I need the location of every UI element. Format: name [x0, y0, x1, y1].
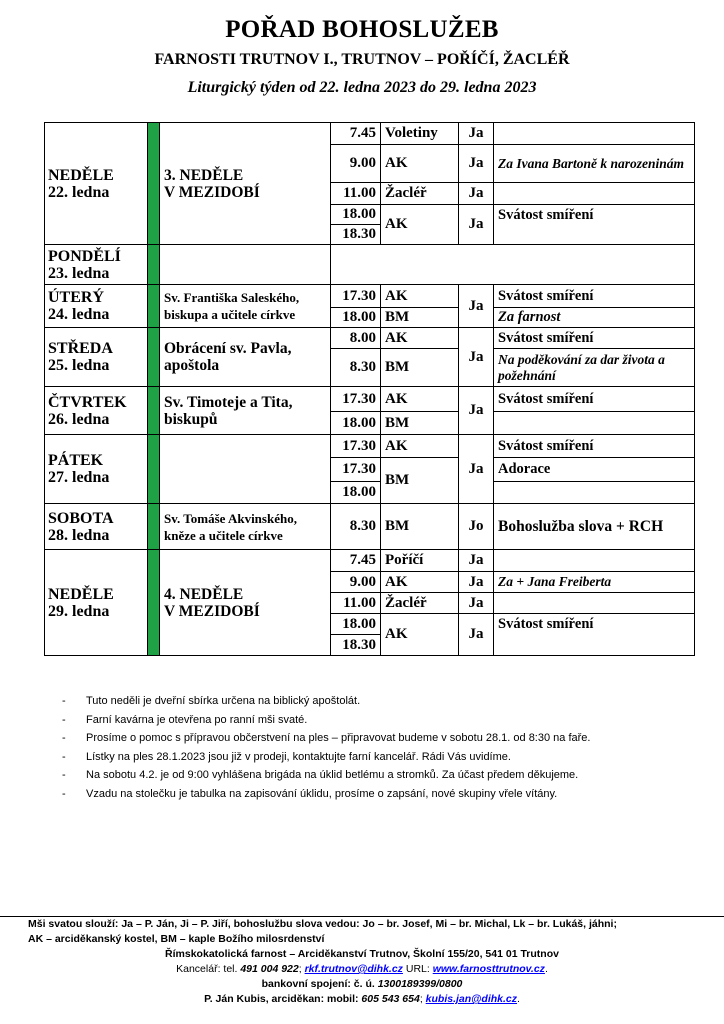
day-cell: PÁTEK 27. ledna — [45, 435, 148, 504]
priest-label: P. Ján Kubis, arciděkan: mobil: — [204, 993, 359, 1005]
time-cell: 11.00 — [331, 183, 381, 205]
time-cell: 17.30 — [331, 285, 381, 308]
liturgical-color-bar — [148, 504, 160, 550]
separator: . — [544, 963, 548, 975]
place-cell: AK — [381, 435, 459, 458]
note-cell — [494, 593, 695, 614]
day-cell: PONDĚLÍ 23. ledna — [45, 245, 148, 285]
note-cell: Bohoslužba slova + RCH — [494, 504, 695, 550]
separator: ; — [419, 993, 423, 1005]
footer — [0, 916, 724, 1007]
liturgical-color-bar — [148, 328, 160, 387]
place-cell: AK — [381, 205, 459, 245]
time-cell: 9.00 — [331, 145, 381, 183]
note-cell: Svátost smíření — [494, 285, 695, 308]
priest-cell: Ja — [459, 328, 494, 387]
footer-legend-line1: Mši svatou slouží: Ja – P. Ján, Ji – P. Jiří, bohoslužbu slova vedou: Jo – br. Josef, Mi – br. Michal, Lk – br. Lukáš, jáhni; — [28, 918, 617, 930]
note-cell — [494, 482, 695, 504]
place-cell: BM — [381, 308, 459, 328]
office-email-link[interactable]: rkf.trutnov@dihk.cz — [304, 963, 403, 975]
note-cell: Svátost smíření — [494, 435, 695, 458]
priest-cell: Ja — [459, 123, 494, 145]
footer-legend-line2: AK – arciděkanský kostel, BM – kaple Božího milosrdenství — [28, 933, 325, 945]
feast-cell — [160, 435, 331, 504]
priest-cell: Ja — [459, 285, 494, 328]
place-cell: BM — [381, 412, 459, 435]
priest-cell: Ja — [459, 435, 494, 504]
note-cell — [494, 412, 695, 435]
website-link[interactable]: www.farnosttrutnov.cz — [432, 963, 545, 975]
note-cell — [494, 550, 695, 572]
time-cell: 18.00 — [331, 614, 381, 635]
schedule-table — [44, 122, 695, 656]
feast-cell — [160, 245, 331, 285]
intention-cell: Na poděkování za dar života a požehnání — [494, 349, 695, 387]
time-cell: 9.00 — [331, 572, 381, 593]
day-cell: ÚTERÝ 24. ledna — [45, 285, 148, 328]
time-cell: 7.45 — [331, 550, 381, 572]
priest-cell: Ja — [459, 183, 494, 205]
priest-cell: Ja — [459, 593, 494, 614]
note-cell: Svátost smíření — [494, 387, 695, 412]
priest-cell: Jo — [459, 504, 494, 550]
liturgical-color-bar — [148, 123, 160, 245]
place-cell: Žacléř — [381, 183, 459, 205]
time-cell: 18.00 — [331, 482, 381, 504]
liturgical-color-bar — [148, 387, 160, 435]
feast-cell: Obrácení sv. Pavla, apoštola — [160, 328, 331, 387]
priest-cell: Ja — [459, 145, 494, 183]
intention-cell: Za Ivana Bartoně k narozeninám — [494, 145, 695, 183]
page-title: POŘAD BOHOSLUŽEB — [225, 16, 499, 43]
liturgical-color-bar — [148, 245, 160, 285]
priest-cell: Ja — [459, 550, 494, 572]
feast-cell: Sv. Timoteje a Tita, biskupů — [160, 387, 331, 435]
time-cell: 18.30 — [331, 635, 381, 656]
time-cell: 7.45 — [331, 123, 381, 145]
announcement-item: - Farní kavárna je otevřena po ranní mši svaté. — [62, 711, 590, 730]
liturgical-color-bar — [148, 285, 160, 328]
intention-cell: Za farnost — [494, 308, 695, 328]
note-cell: Svátost smíření — [494, 328, 695, 349]
note-cell: Adorace — [494, 458, 695, 482]
announcements-list — [62, 692, 590, 803]
parish-subtitle: FARNOSTI TRUTNOV I., TRUTNOV – POŘÍČÍ, ŽACLÉŘ — [154, 51, 570, 68]
place-cell: Poříčí — [381, 550, 459, 572]
priest-email-link[interactable]: kubis.jan@dihk.cz — [425, 993, 518, 1005]
note-cell: Svátost smíření — [494, 205, 695, 245]
place-cell: BM — [381, 349, 459, 387]
separator: . — [517, 993, 520, 1005]
url-label: URL: — [405, 963, 430, 975]
time-cell: 8.30 — [331, 504, 381, 550]
feast-cell: 3. NEDĚLE V MEZIDOBÍ — [160, 123, 331, 245]
announcement-item: - Na sobotu 4.2. je od 9:00 vyhlášena brigáda na úklid betlému a stromků. Za účast předem děkujeme. — [62, 766, 590, 785]
place-cell: Voletiny — [381, 123, 459, 145]
day-cell: SOBOTA 28. ledna — [45, 504, 148, 550]
footer-priest-contact — [0, 992, 724, 1007]
time-cell: 8.00 — [331, 328, 381, 349]
place-cell: BM — [381, 458, 459, 504]
schedule-row — [45, 123, 695, 145]
time-cell: 18.00 — [331, 308, 381, 328]
time-cell: 18.00 — [331, 412, 381, 435]
day-cell: NEDĚLE 29. ledna — [45, 550, 148, 656]
priest-mobile: 605 543 654 — [361, 993, 420, 1005]
place-cell: AK — [381, 145, 459, 183]
place-cell: BM — [381, 504, 459, 550]
footer-parish-address: Římskokatolická farnost – Arciděkanství Trutnov, Školní 155/20, 541 01 Trutnov — [165, 948, 559, 960]
week-range: Liturgický týden od 22. ledna 2023 do 29. ledna 2023 — [187, 79, 537, 96]
priest-cell: Ja — [459, 572, 494, 593]
time-cell: 18.00 — [331, 205, 381, 225]
liturgical-color-bar — [148, 550, 160, 656]
day-cell: ČTVRTEK 26. ledna — [45, 387, 148, 435]
liturgical-color-bar — [148, 435, 160, 504]
priest-cell: Ja — [459, 614, 494, 656]
place-cell: Žacléř — [381, 593, 459, 614]
announcement-item: - Prosíme o pomoc s přípravou občerstvení na ples – připravovat budeme v sobotu 28.1. od 8:30 na faře. — [62, 729, 590, 748]
place-cell: AK — [381, 387, 459, 412]
empty-cell — [331, 245, 695, 285]
office-label: Kancelář: tel. — [176, 963, 238, 975]
time-cell: 17.30 — [331, 435, 381, 458]
place-cell: AK — [381, 328, 459, 349]
office-phone: 491 004 922 — [240, 963, 299, 975]
note-cell — [494, 183, 695, 205]
day-cell: STŘEDA 25. ledna — [45, 328, 148, 387]
note-cell — [494, 123, 695, 145]
announcement-item: - Lístky na ples 28.1.2023 jsou již v prodeji, kontaktujte farní kancelář. Rádi Vás uvidíme. — [62, 748, 590, 767]
note-cell: Svátost smíření — [494, 614, 695, 656]
bank-label: bankovní spojení: č. ú. — [261, 978, 375, 990]
priest-cell: Ja — [459, 205, 494, 245]
time-cell: 17.30 — [331, 458, 381, 482]
bank-account: 1300189399/0800 — [377, 978, 463, 990]
priest-cell: Ja — [459, 387, 494, 435]
time-cell: 17.30 — [331, 387, 381, 412]
footer-bank — [0, 977, 724, 992]
feast-cell: Sv. Tomáše Akvinského, kněze a učitele církve — [160, 504, 331, 550]
time-cell: 8.30 — [331, 349, 381, 387]
place-cell: AK — [381, 285, 459, 308]
intention-cell: Za + Jana Freiberta — [494, 572, 695, 593]
announcement-item: - Tuto neděli je dveřní sbírka určena na biblický apoštolát. — [62, 692, 590, 711]
place-cell: AK — [381, 614, 459, 656]
feast-cell: Sv. Františka Saleského, biskupa a učitele církve — [160, 285, 331, 328]
feast-cell: 4. NEDĚLE V MEZIDOBÍ — [160, 550, 331, 656]
time-cell: 18.30 — [331, 225, 381, 245]
place-cell: AK — [381, 572, 459, 593]
time-cell: 11.00 — [331, 593, 381, 614]
day-cell: NEDĚLE 22. ledna — [45, 123, 148, 245]
separator: ; — [298, 963, 302, 975]
announcement-item: - Vzadu na stolečku je tabulka na zapisování úklidu, prosíme o zapsání, nové skupiny vřele vítány. — [62, 785, 590, 804]
footer-office-contact — [0, 962, 724, 977]
